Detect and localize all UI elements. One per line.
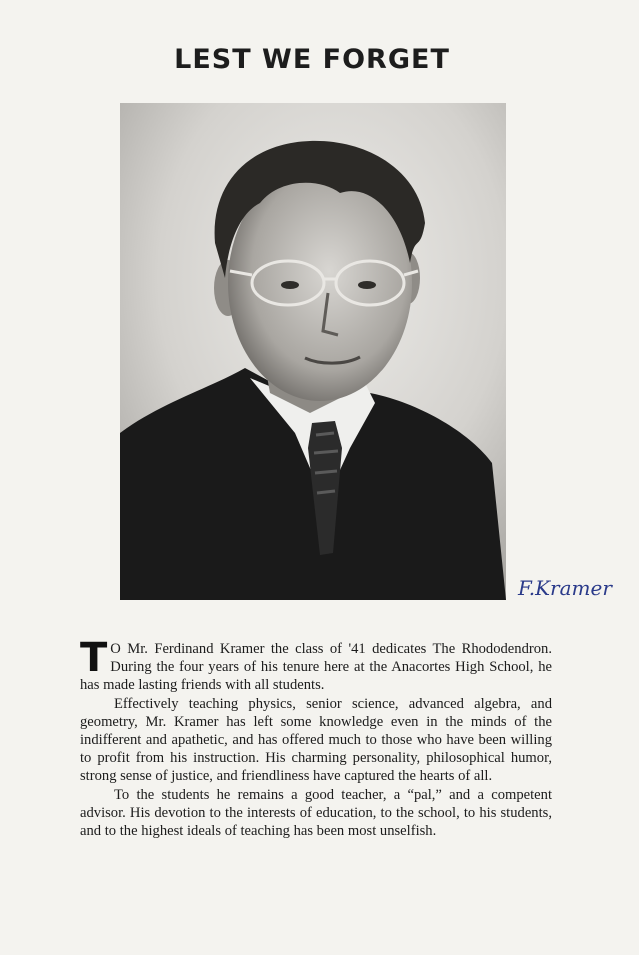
dedication-paragraph-3: To the students he remains a good teacher, a “pal,” and a competent advisor. His devotion to the interests of education, to the school, to his students, and to the highest ideals of teaching has been most unselfish.	[80, 786, 552, 840]
dedication-paragraph-2: Effectively teaching physics, senior science, advanced algebra, and geometry, Mr. Kramer has left some knowledge even in the minds of the indifferent and apathetic, and has offered much to those who have been willing to profit from his instruction. His charming personality, philosophical humor, strong sense of justice, and friendliness have captured the hearts of all.	[80, 695, 552, 785]
signature-icon	[516, 573, 626, 603]
paragraph-1-text: O Mr. Ferdinand Kramer the class of '41 dedicates The Rhododendron. During the four years of his tenure here at the Anacortes High School, he has made lasting friends with all students.	[80, 641, 552, 694]
page-title: LEST WE FORGET	[174, 44, 450, 75]
dedication-text	[80, 635, 552, 840]
portrait-icon	[120, 103, 506, 600]
portrait-photo	[120, 103, 506, 600]
drop-cap: T	[80, 635, 108, 681]
signature-text: F.Kramer	[518, 576, 612, 600]
dedication-paragraph-1	[80, 635, 552, 695]
